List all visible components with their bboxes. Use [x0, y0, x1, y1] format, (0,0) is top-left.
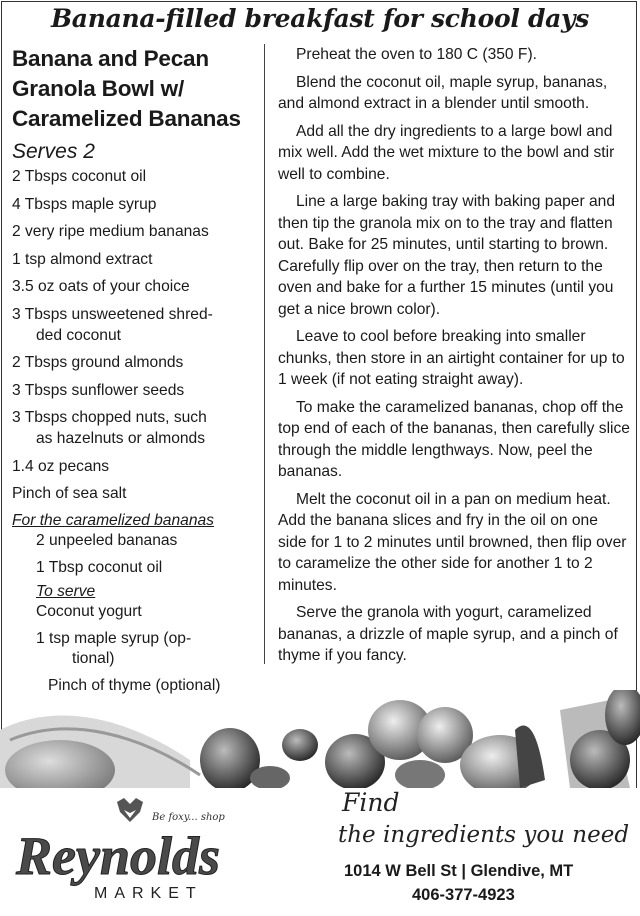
direction-step: Leave to cool before breaking into smaller chunks, then store in an airtight container for up to 1 week (if not eating straight away). [278, 328, 625, 388]
logo-name: Reynolds [16, 826, 221, 886]
ingredient-item: 2 Tbsps coconut oil [12, 168, 147, 185]
logo-tagline: Be foxy... shop [152, 812, 225, 823]
recipe-title-line: Banana and Pecan [12, 46, 209, 71]
recipe-title [12, 44, 260, 134]
serve-item: Coconut yogurt [36, 602, 142, 620]
ingredient-item: 1 tsp almond extract [12, 250, 153, 268]
directions-column [278, 44, 630, 673]
caramelized-heading: For the caramelized bananas [12, 511, 214, 529]
ingredient-item: Pinch of sea salt [12, 485, 127, 502]
recipe-title-line: Caramelized Bananas [12, 106, 241, 131]
ingredient-item: 1.4 oz pecans [12, 457, 110, 475]
serve-item: Pinch of thyme (optional) [48, 676, 221, 694]
reynolds-market-logo [12, 796, 292, 906]
direction-step: To make the caramelized bananas, chop off the top end of each of the bananas, then carefully slice through the middle lengthways. Now, peel the bananas. [278, 398, 630, 480]
ingredient-item: 2 very ripe medium bananas [12, 223, 209, 240]
logo-sub: MARKET [94, 885, 203, 902]
direction-step: Serve the granola with yogurt, caramelized bananas, a drizzle of maple syrup, and a pinch of thyme if you fancy. [278, 604, 618, 664]
ad-find: Find [342, 788, 400, 817]
ingredient-item: 2 Tbsps ground almonds [12, 354, 184, 371]
direction-step: Preheat the oven to 180 C (350 F). [296, 46, 537, 63]
banner-title: Banana-filled breakfast for school days [50, 4, 590, 33]
direction-step: Line a large baking tray with baking paper and then tip the granola mix on to the tray and flatten out. Bake for 25 minutes, until starting to brown. Carefully flip over on the tray, then return to the oven and bake for a further 15 minutes (until you get a nice brown color). [278, 193, 616, 318]
caramelized-item: 2 unpeeled bananas [36, 531, 178, 549]
ingredients-column [12, 44, 260, 703]
recipe-title-line: Granola Bowl w/ [12, 76, 185, 101]
serve-heading: To serve [36, 582, 96, 600]
ad-find-line2: the ingredients you need [338, 822, 630, 848]
ingredient-item: 3 Tbsps sunflower seeds [12, 381, 185, 399]
ingredient-item: 3 Tbsps chopped nuts, such as hazelnuts or almonds [12, 409, 207, 447]
store-address: 1014 W Bell St | Glendive, MT [344, 862, 574, 880]
serve-item: 1 tsp maple syrup (op- tional) [36, 629, 192, 667]
caramelized-item: 1 Tbsp coconut oil [36, 558, 163, 576]
ingredient-item: 4 Tbsps maple syrup [12, 195, 157, 213]
store-phone: 406-377-4923 [412, 886, 515, 904]
produce-photo [0, 690, 640, 788]
fox-icon [117, 798, 143, 822]
serves-label: Serves 2 [12, 140, 95, 163]
column-divider [264, 44, 265, 664]
direction-step: Melt the coconut oil in a pan on medium heat. Add the banana slices and fry in the oil on one side for 1 to 2 minutes until browned, then flip over to caramelize the other side for another 1 to 2 minutes. [278, 490, 627, 594]
direction-step: Blend the coconut oil, maple syrup, bananas, and almond extract in a blender until smooth. [278, 73, 608, 112]
direction-step: Add all the dry ingredients to a large bowl and mix well. Add the wet mixture to the bowl and stir well to combine. [278, 122, 615, 183]
ingredient-item: 3.5 oz oats of your choice [12, 278, 190, 295]
ingredient-item: 3 Tbsps unsweetened shred- ded coconut [12, 305, 213, 344]
